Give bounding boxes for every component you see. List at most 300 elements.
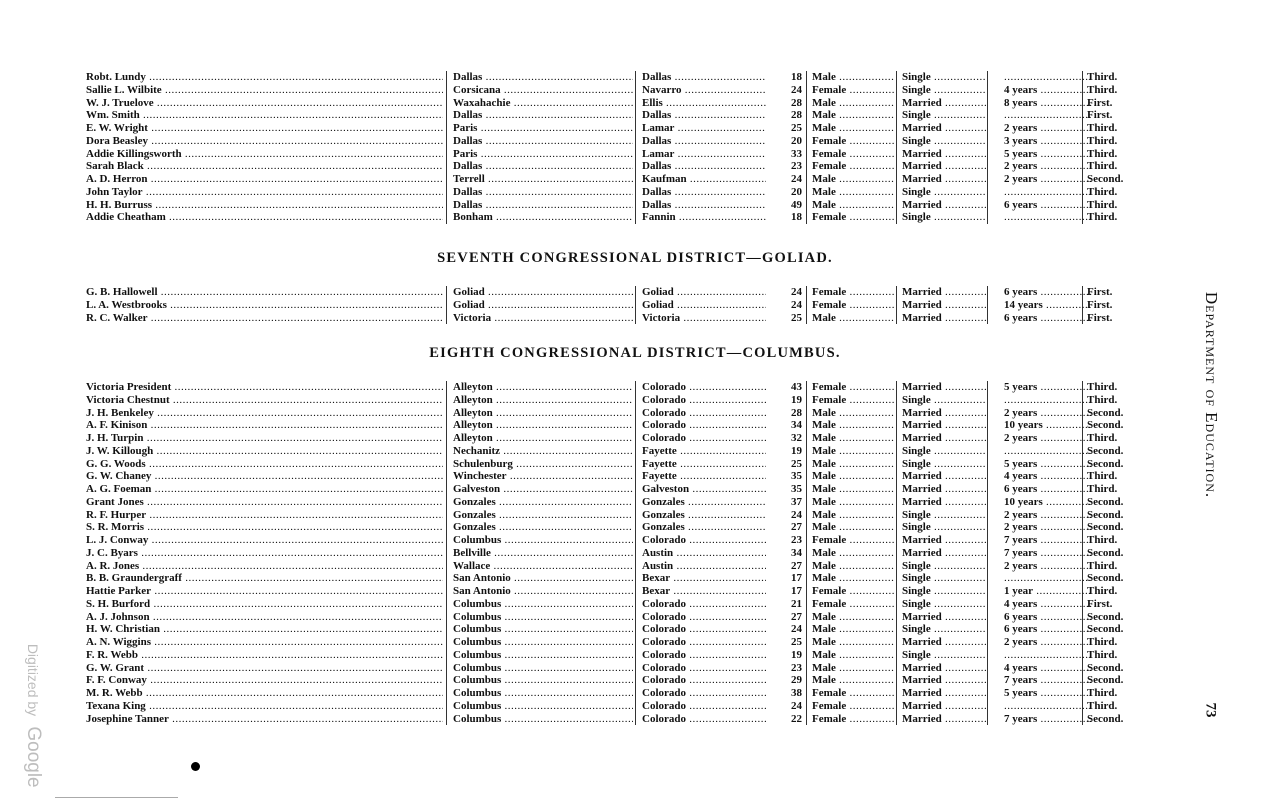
age-cell: 24 (791, 298, 802, 311)
name-cell: J. W. Killough ..... (86, 445, 443, 458)
post-office-cell: Columbus ..... (453, 636, 633, 649)
post-office-cell: Bellville ..... (453, 547, 633, 560)
condition-cell: Married ..... (902, 312, 986, 325)
post-office-cell: Dallas ..... (453, 160, 633, 173)
condition-cell: Single ..... (902, 445, 986, 458)
grade-cell: Second. (1087, 495, 1124, 508)
grade-cell: Second. (1087, 173, 1124, 185)
age-cell: 33 (791, 147, 802, 160)
county-cell: Fayette ..... (642, 458, 766, 471)
name-cell: L. J. Conway ..... (86, 534, 443, 547)
age-cell: 27 (791, 521, 802, 534)
condition-cell: Single ..... (902, 71, 986, 84)
county-cell: Victoria ..... (642, 312, 766, 325)
name-cell: A. F. Kinison ..... (86, 419, 443, 432)
age-cell: 19 (791, 444, 802, 457)
age-cell: 27 (791, 559, 802, 572)
table-row (86, 71, 1136, 84)
condition-cell: Single ..... (902, 458, 986, 471)
sex-cell: Female ..... (812, 687, 894, 700)
age-cell: 20 (791, 185, 802, 198)
county-cell: Dallas ..... (642, 109, 766, 122)
name-cell: A. N. Wiggins ..... (86, 636, 443, 649)
sex-cell: Male ..... (812, 636, 894, 649)
post-office-cell: Alleyton ..... (453, 419, 633, 432)
name-cell: A. J. Johnson ..... (86, 611, 443, 624)
table-row (86, 483, 1136, 496)
condition-cell: Married ..... (902, 407, 986, 420)
condition-cell: Single ..... (902, 572, 986, 585)
county-cell: Colorado ..... (642, 662, 766, 675)
experience-cell: 2 years ..... (992, 560, 1092, 573)
grade-cell: Third. (1087, 534, 1118, 546)
experience-cell: 6 years ..... (992, 312, 1092, 325)
name-cell: G. G. Woods ..... (86, 458, 443, 471)
sex-cell: Male ..... (812, 173, 894, 186)
age-cell: 24 (791, 699, 802, 712)
county-cell: Gonzales ..... (642, 496, 766, 509)
age-cell: 25 (791, 122, 802, 134)
grade-cell: Second. (1087, 546, 1124, 559)
post-office-cell: Dallas ..... (453, 186, 633, 199)
table-row (86, 687, 1136, 700)
condition-cell: Single ..... (902, 211, 986, 224)
condition-cell: Single ..... (902, 560, 986, 573)
age-cell: 43 (791, 381, 802, 393)
table-row (86, 470, 1136, 483)
experience-cell: 6 years ..... (992, 623, 1092, 636)
county-cell: Colorado ..... (642, 598, 766, 611)
sex-cell: Male ..... (812, 71, 894, 84)
county-cell: Goliad ..... (642, 299, 766, 312)
condition-cell: Single ..... (902, 109, 986, 122)
experience-cell: 2 years ..... (992, 432, 1092, 445)
name-cell: A. D. Herron ..... (86, 173, 443, 186)
condition-cell: Married ..... (902, 534, 986, 547)
table-row (86, 547, 1136, 560)
post-office-cell: Goliad ..... (453, 299, 633, 312)
age-cell: 27 (791, 610, 802, 623)
table-row (86, 432, 1136, 445)
experience-cell: 10 years ..... (992, 419, 1092, 432)
condition-cell: Single ..... (902, 649, 986, 662)
experience-cell: 8 years ..... (992, 97, 1092, 110)
condition-cell: Married ..... (902, 483, 986, 496)
post-office-cell: Winchester ..... (453, 470, 633, 483)
experience-cell: 6 years ..... (992, 483, 1092, 496)
name-cell: Texana King ..... (86, 700, 443, 713)
age-cell: 18 (791, 71, 802, 83)
county-cell: Fayette ..... (642, 470, 766, 483)
age-cell: 28 (791, 96, 802, 109)
sex-cell: Female ..... (812, 534, 894, 547)
name-cell: Sallie L. Wilbite ..... (86, 84, 443, 97)
grade-cell: Third. (1087, 160, 1118, 173)
grade-cell: Third. (1087, 381, 1118, 393)
post-office-cell: Columbus ..... (453, 700, 633, 713)
experience-cell: 7 years ..... (992, 713, 1092, 726)
name-cell: Sarah Black ..... (86, 160, 443, 173)
age-cell: 49 (791, 198, 802, 211)
county-cell: Lamar ..... (642, 122, 766, 135)
age-cell: 29 (791, 674, 802, 687)
sex-cell: Male ..... (812, 97, 894, 110)
post-office-cell: Bonham ..... (453, 211, 633, 224)
table-row (86, 623, 1136, 636)
county-cell: Gonzales ..... (642, 521, 766, 534)
table-block-seventh-district (86, 286, 1136, 324)
sex-cell: Male ..... (812, 419, 894, 432)
condition-cell: Married ..... (902, 173, 986, 186)
sex-cell: Male ..... (812, 560, 894, 573)
name-cell: E. W. Wright ..... (86, 122, 443, 135)
sex-cell: Female ..... (812, 598, 894, 611)
table-row (86, 173, 1136, 186)
experience-cell: 6 years ..... (992, 611, 1092, 624)
table-row (86, 381, 1136, 394)
name-cell: F. R. Webb ..... (86, 649, 443, 662)
table-row (86, 109, 1136, 122)
name-cell: J. H. Turpin ..... (86, 432, 443, 445)
sex-cell: Male ..... (812, 432, 894, 445)
county-cell: Dallas ..... (642, 186, 766, 199)
grade-cell: Second. (1087, 521, 1124, 534)
experience-cell: 5 years ..... (992, 458, 1092, 471)
grade-cell: Second. (1087, 406, 1124, 419)
sex-cell: Male ..... (812, 312, 894, 325)
table-row (86, 135, 1136, 148)
grade-cell: Second. (1087, 623, 1124, 636)
experience-cell (992, 649, 1092, 662)
grade-cell: Third. (1087, 71, 1118, 83)
sex-cell: Female ..... (812, 394, 894, 407)
table-row (86, 211, 1136, 224)
county-cell: Colorado ..... (642, 713, 766, 726)
running-head (1196, 250, 1226, 540)
sex-cell: Male ..... (812, 458, 894, 471)
sex-cell: Female ..... (812, 148, 894, 161)
experience-cell: 2 years ..... (992, 521, 1092, 534)
name-cell: L. A. Westbrooks ..... (86, 299, 443, 312)
county-cell: Dallas ..... (642, 199, 766, 212)
experience-cell: 2 years ..... (992, 636, 1092, 649)
grade-cell: Second. (1087, 674, 1124, 687)
name-cell: S. R. Morris ..... (86, 521, 443, 534)
age-cell: 18 (791, 211, 802, 224)
county-cell: Colorado ..... (642, 674, 766, 687)
name-cell: G. W. Grant ..... (86, 662, 443, 675)
county-cell: Fayette ..... (642, 445, 766, 458)
table-row (86, 148, 1136, 161)
county-cell: Colorado ..... (642, 623, 766, 636)
age-cell: 20 (791, 134, 802, 147)
table-row (86, 407, 1136, 420)
name-cell: M. R. Webb ..... (86, 687, 443, 700)
age-cell: 34 (791, 419, 802, 432)
watermark-prefix: Digitized by (25, 643, 41, 717)
grade-cell: Second. (1087, 572, 1124, 585)
experience-cell: 7 years ..... (992, 674, 1092, 687)
grade-cell: Third. (1087, 699, 1118, 712)
county-cell: Colorado ..... (642, 381, 766, 394)
grade-cell: Second. (1087, 610, 1124, 623)
post-office-cell: San Antonio ..... (453, 572, 633, 585)
table-row (86, 560, 1136, 573)
condition-cell: Single ..... (902, 135, 986, 148)
condition-cell: Married ..... (902, 674, 986, 687)
grade-cell: Second. (1087, 508, 1124, 521)
age-cell: 17 (791, 572, 802, 585)
experience-cell: 5 years ..... (992, 381, 1092, 394)
condition-cell: Married ..... (902, 160, 986, 173)
experience-cell (992, 394, 1092, 407)
table-row (86, 122, 1136, 135)
name-cell: Victoria President ..... (86, 381, 443, 394)
experience-cell: 5 years ..... (992, 687, 1092, 700)
county-cell: Fannin ..... (642, 211, 766, 224)
sex-cell: Male ..... (812, 496, 894, 509)
experience-cell (992, 700, 1092, 713)
sex-cell: Female ..... (812, 286, 894, 299)
sex-cell: Male ..... (812, 445, 894, 458)
table-row (86, 598, 1136, 611)
age-cell: 17 (791, 585, 802, 597)
table-row (86, 521, 1136, 534)
sex-cell: Male ..... (812, 521, 894, 534)
google-watermark (18, 724, 48, 790)
table-row (86, 312, 1136, 325)
condition-cell: Single ..... (902, 186, 986, 199)
county-cell: Dallas ..... (642, 71, 766, 84)
grade-cell: First. (1087, 311, 1113, 324)
name-cell: G. B. Hallowell ..... (86, 286, 443, 299)
age-cell: 23 (791, 661, 802, 674)
county-cell: Navarro ..... (642, 84, 766, 97)
page-number (1196, 696, 1224, 724)
age-cell: 21 (791, 597, 802, 610)
condition-cell: Single ..... (902, 509, 986, 522)
post-office-cell: Gonzales ..... (453, 496, 633, 509)
experience-cell: 5 years ..... (992, 148, 1092, 161)
age-cell: 23 (791, 160, 802, 173)
table-row (86, 572, 1136, 585)
condition-cell: Single ..... (902, 521, 986, 534)
sex-cell: Male ..... (812, 611, 894, 624)
name-cell: A. R. Jones ..... (86, 560, 443, 573)
county-cell: Austin ..... (642, 547, 766, 560)
age-cell: 24 (791, 83, 802, 96)
post-office-cell: Columbus ..... (453, 713, 633, 726)
table-row (86, 713, 1136, 726)
post-office-cell: Columbus ..... (453, 598, 633, 611)
experience-cell: 2 years ..... (992, 509, 1092, 522)
name-cell: H. H. Burruss ..... (86, 199, 443, 212)
county-cell: Dallas ..... (642, 160, 766, 173)
post-office-cell: Columbus ..... (453, 649, 633, 662)
post-office-cell: Dallas ..... (453, 71, 633, 84)
age-cell: 34 (791, 546, 802, 559)
sex-cell: Female ..... (812, 381, 894, 394)
county-cell: Colorado ..... (642, 687, 766, 700)
running-head-text: Department of Education. (1202, 291, 1221, 499)
name-cell: Grant Jones ..... (86, 496, 443, 509)
post-office-cell: Columbus ..... (453, 687, 633, 700)
sex-cell: Male ..... (812, 674, 894, 687)
county-cell: Lamar ..... (642, 148, 766, 161)
post-office-cell: San Antonio ..... (453, 585, 633, 598)
post-office-cell: Corsicana ..... (453, 84, 633, 97)
experience-cell: 6 years ..... (992, 286, 1092, 299)
experience-cell: 2 years ..... (992, 160, 1092, 173)
condition-cell: Married ..... (902, 148, 986, 161)
grade-cell: Third. (1087, 559, 1118, 572)
sex-cell: Female ..... (812, 585, 894, 598)
condition-cell: Married ..... (902, 700, 986, 713)
county-cell: Gonzales ..... (642, 509, 766, 522)
post-office-cell: Goliad ..... (453, 286, 633, 299)
post-office-cell: Gonzales ..... (453, 521, 633, 534)
grade-cell: Third. (1087, 687, 1118, 699)
grade-cell: Third. (1087, 211, 1118, 224)
name-cell: R. F. Hurper ..... (86, 509, 443, 522)
age-cell: 32 (791, 432, 802, 444)
experience-cell: 6 years ..... (992, 199, 1092, 212)
grade-cell: Second. (1087, 444, 1124, 457)
grade-cell: Third. (1087, 147, 1118, 160)
condition-cell: Single ..... (902, 623, 986, 636)
table-row (86, 299, 1136, 312)
sex-cell: Female ..... (812, 135, 894, 148)
sex-cell: Male ..... (812, 186, 894, 199)
name-cell: A. G. Foeman ..... (86, 483, 443, 496)
experience-cell: 10 years ..... (992, 496, 1092, 509)
condition-cell: Married ..... (902, 713, 986, 726)
age-cell: 24 (791, 623, 802, 636)
grade-cell: Third. (1087, 648, 1118, 661)
post-office-cell: Victoria ..... (453, 312, 633, 325)
post-office-cell: Dallas ..... (453, 199, 633, 212)
table-row (86, 286, 1136, 299)
age-cell: 25 (791, 457, 802, 470)
county-cell: Colorado ..... (642, 649, 766, 662)
county-cell: Colorado ..... (642, 407, 766, 420)
condition-cell: Married ..... (902, 662, 986, 675)
table-row (86, 394, 1136, 407)
table-row (86, 611, 1136, 624)
table-row (86, 458, 1136, 471)
county-cell: Galveston ..... (642, 483, 766, 496)
name-cell: R. C. Walker ..... (86, 312, 443, 325)
experience-cell: 4 years ..... (992, 662, 1092, 675)
post-office-cell: Columbus ..... (453, 662, 633, 675)
county-cell: Goliad ..... (642, 286, 766, 299)
footer-rule (55, 797, 178, 798)
grade-cell: Third. (1087, 185, 1118, 198)
age-cell: 35 (791, 470, 802, 483)
experience-cell: 2 years ..... (992, 122, 1092, 135)
condition-cell: Married ..... (902, 381, 986, 394)
post-office-cell: Waxahachie ..... (453, 97, 633, 110)
section-heading-eighth-district: EIGHTH CONGRESSIONAL DISTRICT—COLUMBUS. (429, 345, 841, 361)
table-row (86, 445, 1136, 458)
table-row (86, 674, 1136, 687)
section-heading-seventh-district: SEVENTH CONGRESSIONAL DISTRICT—GOLIAD. (437, 250, 833, 266)
grade-cell: Third. (1087, 122, 1118, 134)
grade-cell: First. (1087, 298, 1113, 311)
sex-cell: Male ..... (812, 623, 894, 636)
post-office-cell: Schulenburg ..... (453, 458, 633, 471)
ink-blot (191, 762, 200, 771)
age-cell: 28 (791, 406, 802, 419)
condition-cell: Married ..... (902, 286, 986, 299)
sex-cell: Female ..... (812, 160, 894, 173)
post-office-cell: Alleyton ..... (453, 407, 633, 420)
sex-cell: Female ..... (812, 713, 894, 726)
grade-cell: First. (1087, 597, 1113, 610)
grade-cell: Third. (1087, 134, 1118, 147)
name-cell: B. B. Graundergraff ..... (86, 572, 443, 585)
experience-cell: 4 years ..... (992, 598, 1092, 611)
county-cell: Colorado ..... (642, 611, 766, 624)
sex-cell: Male ..... (812, 572, 894, 585)
post-office-cell: Terrell ..... (453, 173, 633, 186)
experience-cell (992, 445, 1092, 458)
post-office-cell: Wallace ..... (453, 560, 633, 573)
county-cell: Bexar ..... (642, 572, 766, 585)
condition-cell: Married ..... (902, 687, 986, 700)
age-cell: 19 (791, 648, 802, 661)
table-row (86, 585, 1136, 598)
grade-cell: Third. (1087, 432, 1118, 444)
county-cell: Dallas ..... (642, 135, 766, 148)
table-row (86, 700, 1136, 713)
name-cell: Victoria Chestnut ..... (86, 394, 443, 407)
name-cell: Hattie Parker ..... (86, 585, 443, 598)
table-block-eighth-district (86, 381, 1136, 725)
grade-cell: Second. (1087, 419, 1124, 432)
grade-cell: First. (1087, 96, 1113, 109)
experience-cell (992, 211, 1092, 224)
sex-cell: Male ..... (812, 470, 894, 483)
age-cell: 24 (791, 286, 802, 298)
table-row (86, 636, 1136, 649)
sex-cell: Male ..... (812, 509, 894, 522)
condition-cell: Married ..... (902, 496, 986, 509)
age-cell: 38 (791, 687, 802, 699)
name-cell: Josephine Tanner ..... (86, 713, 443, 726)
condition-cell: Single ..... (902, 598, 986, 611)
sex-cell: Female ..... (812, 700, 894, 713)
county-cell: Ellis ..... (642, 97, 766, 110)
watermark-brand: Google (23, 726, 44, 788)
post-office-cell: Columbus ..... (453, 623, 633, 636)
name-cell: J. H. Benkeley ..... (86, 407, 443, 420)
sex-cell: Female ..... (812, 211, 894, 224)
condition-cell: Married ..... (902, 547, 986, 560)
county-cell: Colorado ..... (642, 700, 766, 713)
age-cell: 24 (791, 173, 802, 185)
sex-cell: Female ..... (812, 84, 894, 97)
experience-cell (992, 186, 1092, 199)
sex-cell: Male ..... (812, 649, 894, 662)
table-row (86, 199, 1136, 212)
post-office-cell: Columbus ..... (453, 534, 633, 547)
sex-cell: Male ..... (812, 109, 894, 122)
county-cell: Colorado ..... (642, 432, 766, 445)
page-number-text: 73 (1202, 702, 1219, 718)
post-office-cell: Paris ..... (453, 122, 633, 135)
name-cell: J. C. Byars ..... (86, 547, 443, 560)
